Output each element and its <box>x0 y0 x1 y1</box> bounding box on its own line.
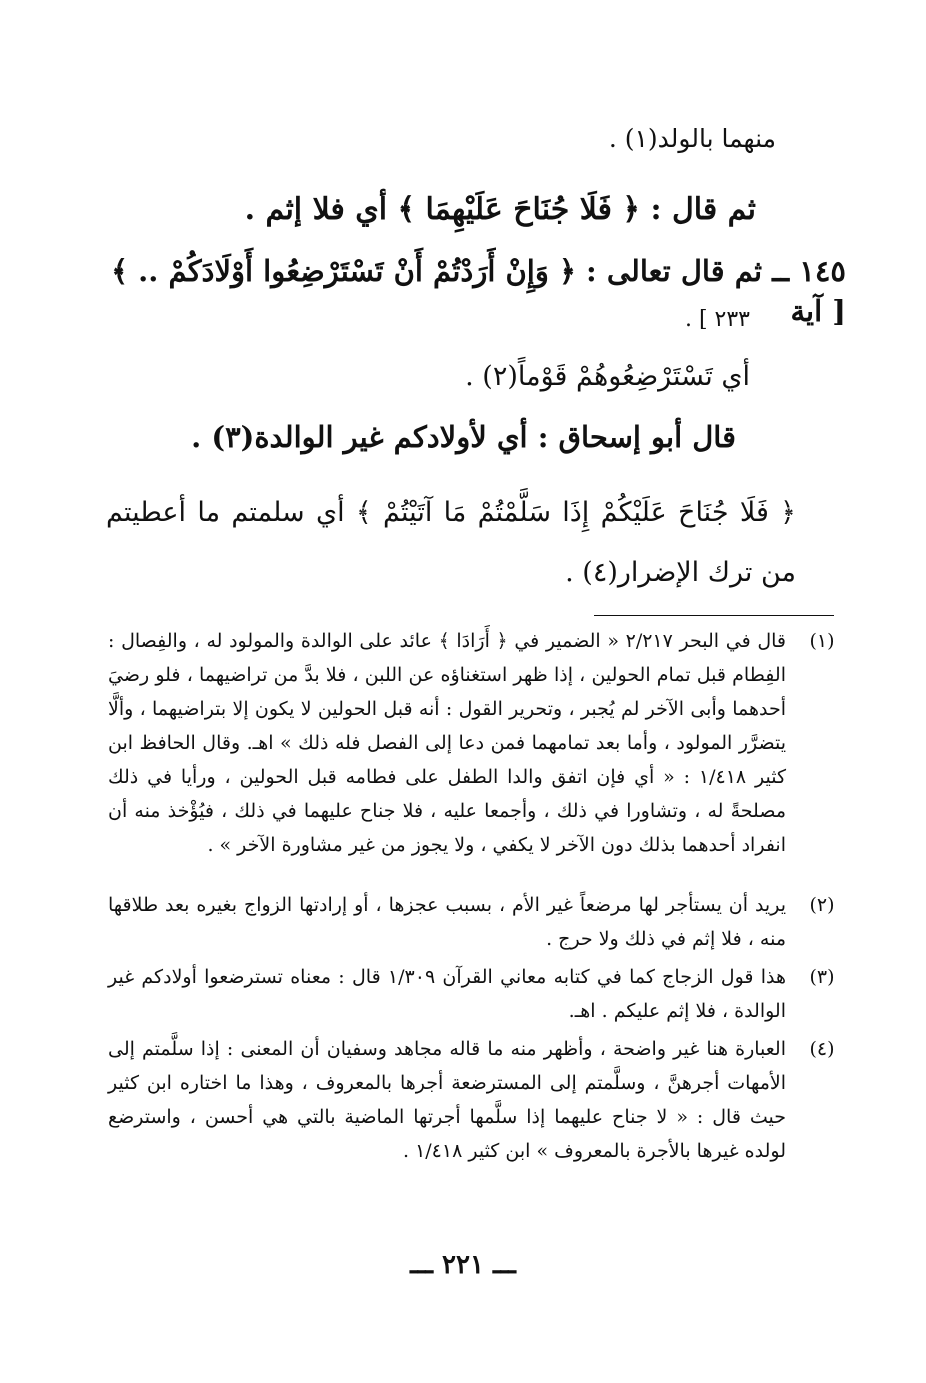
footnote-3-number: (٣) <box>809 966 835 988</box>
footnote-2-number: (٢) <box>809 894 835 916</box>
footnote-1-number: (١) <box>809 630 835 652</box>
footnote-1-text: قال في البحر ٢/٢١٧ « الضمير في ﴿ أَرَادَا ﴾ عائد على الوالدة والمولود له ، والفِصال : الفِطام قبل تمام الحولين ، إذا ظهر استغناؤه عن اللبن ، فلا بدَّ من تراضيهما ، فلو رضيَ أحدهما وأبى الآخر لم يُجبر ، وتحرير القول : أنه قبل الحولين لا يكون إلا بتراضيهما ، وألَّا يتضرَّر المولود ، وأما بعد تمامهما فمن دعا إلى الفصل فله ذلك » اهـ. وقال الحافظ ابن كثير ١/٤١٨ : « أي فإن اتفق والدا الطفل على فطامه قبل الحولين ، ورأيا في ذلك مصلحةً له ، وتشاورا في ذلك ، وأجمعا عليه ، فلا جناح عليهما في ذلك ، فيُؤْخذ منه أن انفراد أحدهما بذلك دون الآخر لا يكفي ، ولا يجوز من غير مشاورة الآخر » . <box>108 630 787 856</box>
body-line-4: أي تَسْتَرْضِعُوهُمْ قَوْماً(٢) . <box>465 361 750 392</box>
body-line-3-text: ١٤٥ ــ ثم قال تعالى : ﴿ وَإِنْ أَرَدْتُمْ أَنْ تَسْتَرْضِعُوا أَوْلَادَكُمْ .. ﴾ [ آية <box>111 254 846 328</box>
footnote-4 <box>108 1032 838 1168</box>
body-line-1: منهما بالولد(١) . <box>608 124 776 153</box>
footnote-3-text: هذا قول الزجاج كما في كتابه معاني القرآن ١/٣٠٩ قال : معناه تسترضعوا أولادكم غير الوالدة ، فلا إثم عليكم . اهـ. <box>108 966 787 1022</box>
footnote-2 <box>108 888 838 956</box>
body-line-3-continuation: ٢٣٣ ] . <box>684 307 750 332</box>
body-line-5 <box>0 417 736 457</box>
footnote-1 <box>108 624 838 862</box>
body-line-5-text: قال أبو إسحاق : أي لأولادكم غير الوالدة(٣) . <box>191 420 736 454</box>
footnote-divider <box>594 615 834 616</box>
page-number: ـــ ٢٢١ ـــ <box>410 1250 516 1280</box>
body-line-2-text: ثم قال : ﴿ فَلَا جُنَاحَ عَلَيْهِمَا ﴾ أي فلا إثم . <box>244 192 756 227</box>
footnote-3 <box>108 960 838 1028</box>
footnote-4-text: العبارة هنا غير واضحة ، وأظهر منه ما قاله مجاهد وسفيان أن المعنى : إذا سلَّمتم إلى الأمهات أجرهنَّ ، وسلَّمتم إلى المسترضعة أجرها بالمعروف ، وهذا ما اختاره ابن كثير حيث قال : « لا جناح عليهما إذا سلَّمها أجرتها الماضية بالتي هي أحسن ، واسترضع لولده غيرها بالأجرة بالمعروف » ابن كثير ١/٤١٨ . <box>108 1038 786 1162</box>
footnote-4-number: (٤) <box>809 1038 835 1060</box>
footnote-2-text: يريد أن يستأجر لها مرضعاً غير الأم ، بسبب عجزها ، أو إرادتها الزواج بغيره بعد طلاقها منه ، فلا إثم في ذلك ولا حرج . <box>108 894 786 950</box>
body-line-2 <box>16 190 756 230</box>
body-line-6: ﴿ فَلَا جُنَاحَ عَلَيْكُمْ إِذَا سَلَّمْتُمْ مَا آتَيْتُمْ ﴾ أي سلمتم ما أعطيتم من ترك الإضرار(٤) . <box>106 497 796 588</box>
